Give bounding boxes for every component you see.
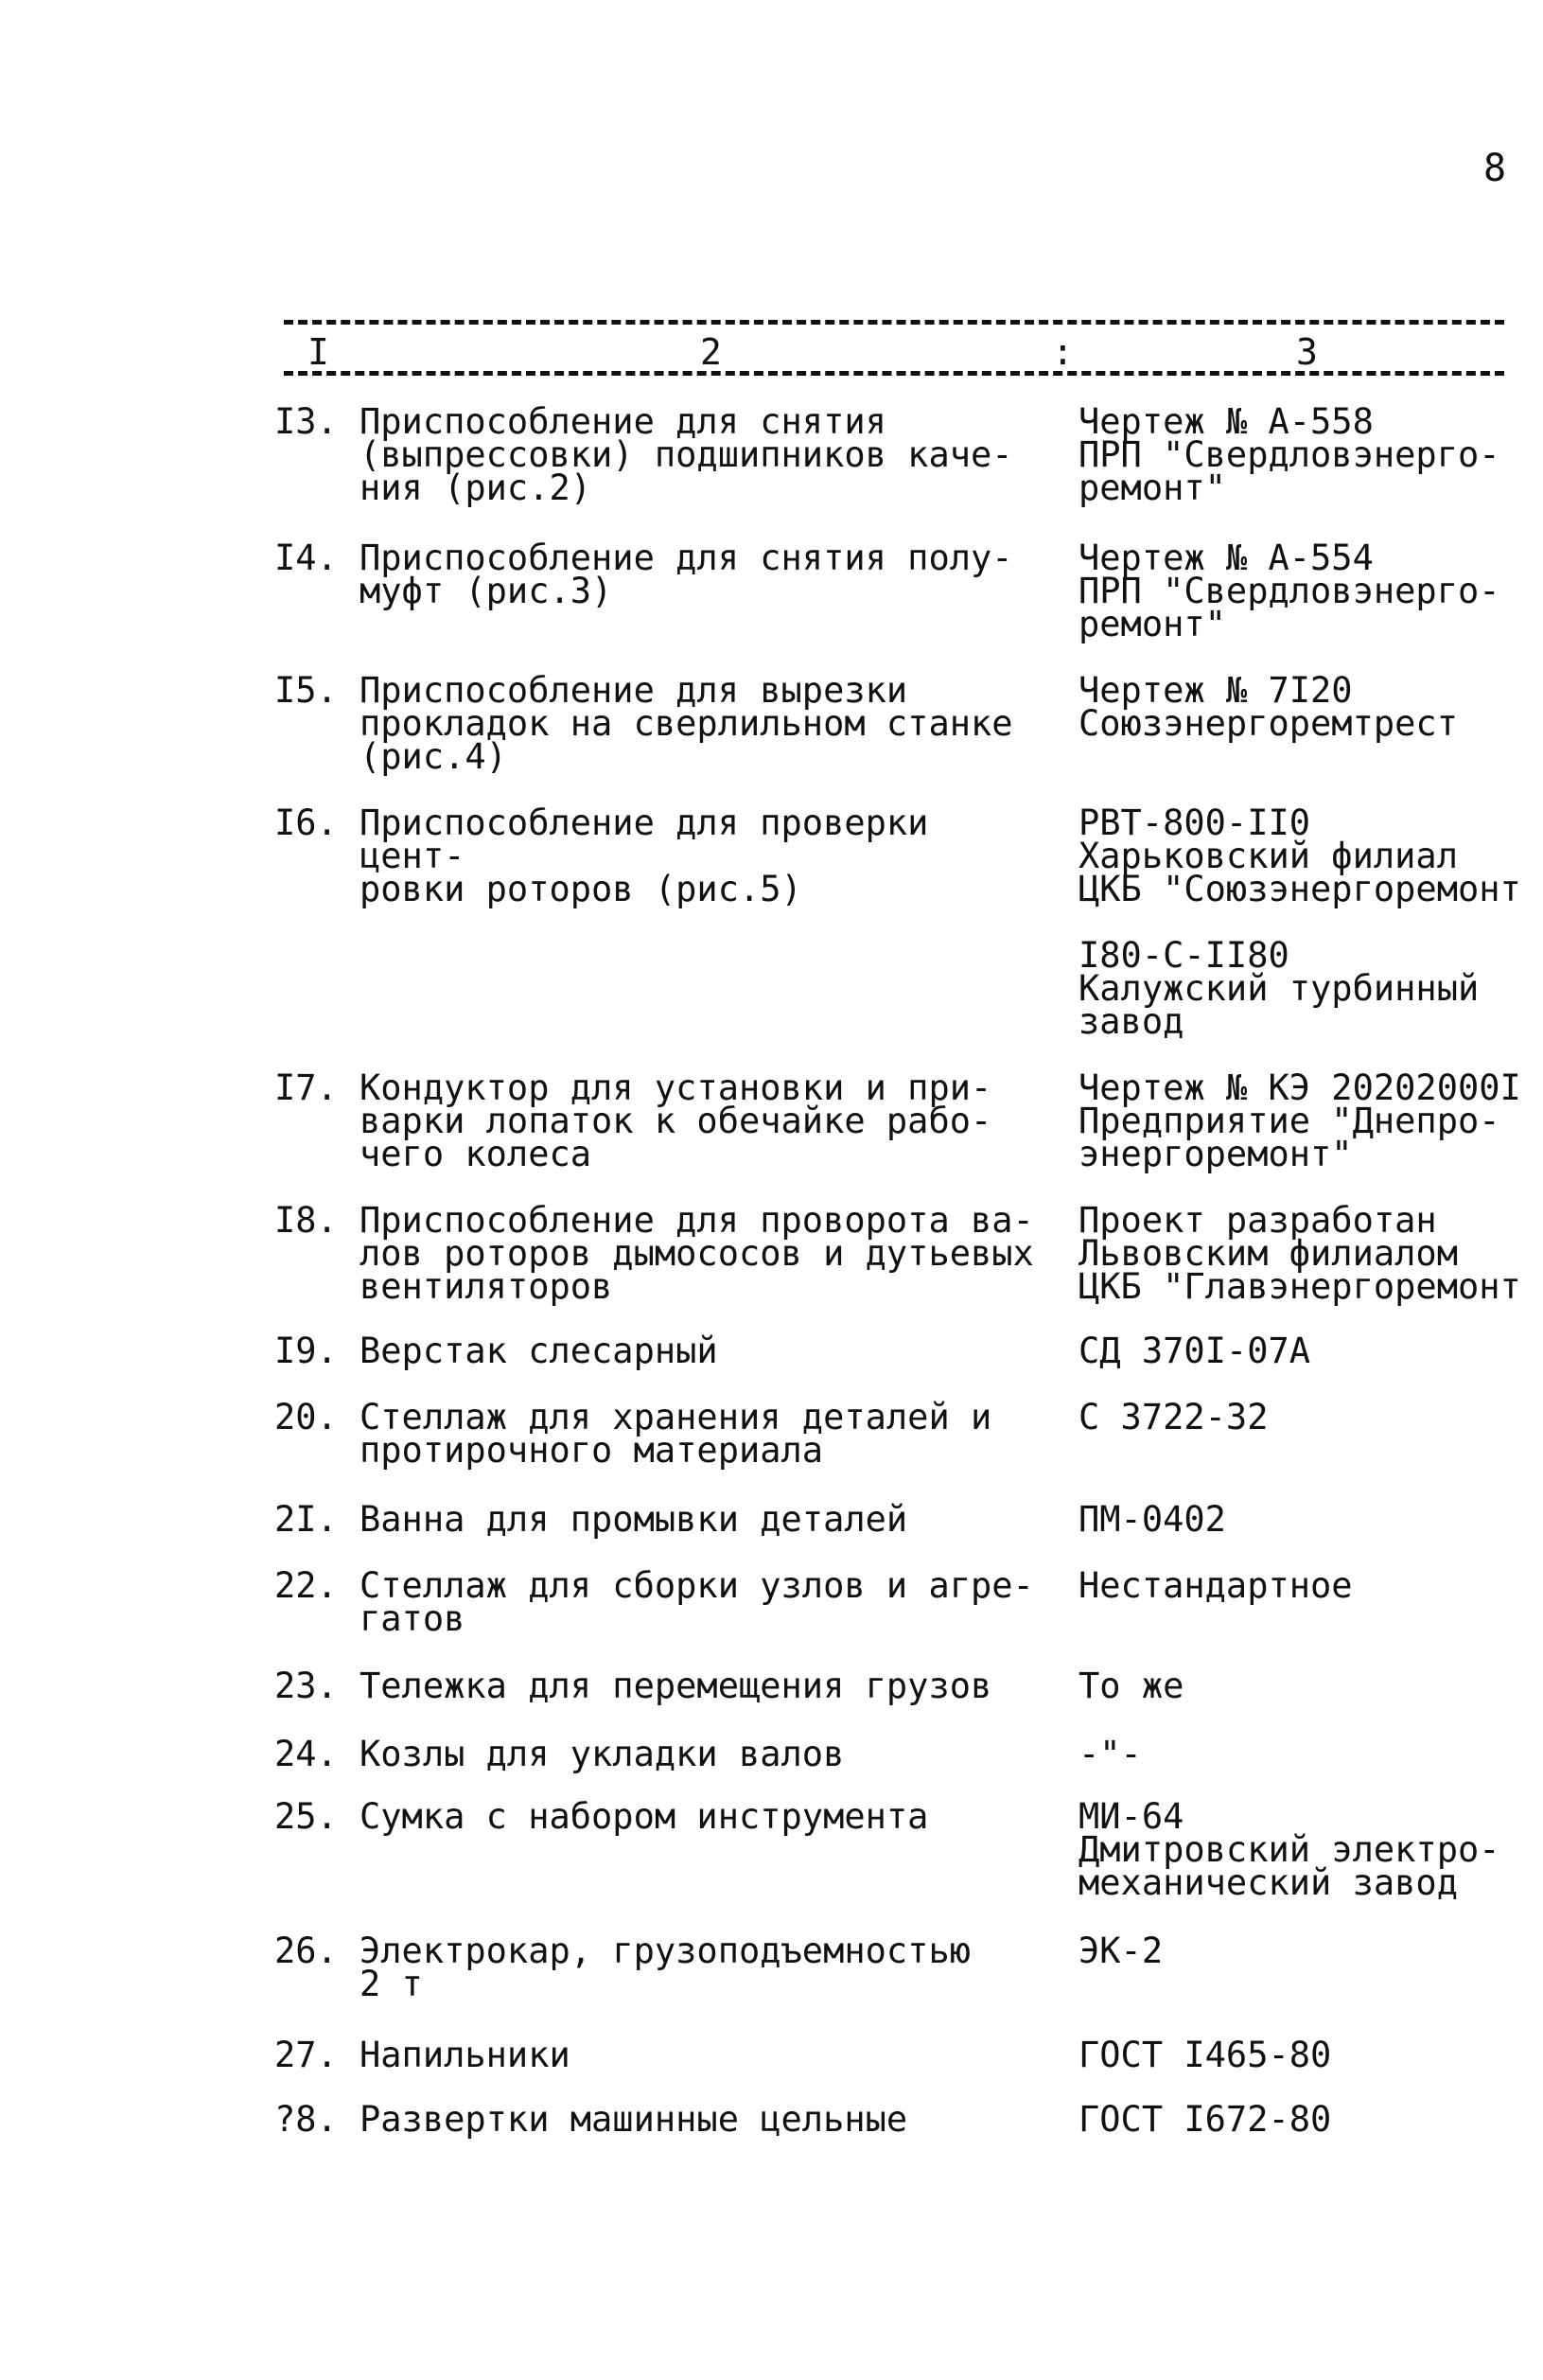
row-reference: Проект разработан Львовским филиалом ЦКБ "Главэнергоремонт	[1078, 1200, 1521, 1307]
row-reference: То же	[1078, 1666, 1184, 1706]
row-reference: ГОСТ I465-80	[1078, 2035, 1332, 2075]
row-number: I5.	[274, 670, 338, 711]
row-reference: МИ-64 Дмитровский электро- механический завод	[1078, 1796, 1500, 1903]
row-description: Кондуктор для установки и при- варки лопаток к обечайке рабо- чего колеса	[359, 1067, 992, 1174]
row-reference: Чертеж № КЭ 20202000I Предприятие "Днепро- энергоремонт"	[1078, 1067, 1521, 1174]
row-reference: РВТ-800-II0 Харьковский филиал ЦКБ "Союзэнергоремонт	[1078, 802, 1521, 909]
row-description: Верстак слесарный	[359, 1331, 718, 1371]
row-number: I6.	[274, 802, 338, 843]
table-header-rule	[284, 371, 1504, 376]
row-number: 27.	[274, 2035, 338, 2075]
row-description: Сумка с набором инструмента	[359, 1796, 929, 1837]
row-reference: -"-	[1078, 1734, 1142, 1774]
row-description: Стеллаж для хранения деталей и протирочного материала	[359, 1397, 992, 1471]
column-header-1: I	[307, 331, 329, 373]
row-number: ?8.	[274, 2099, 338, 2140]
row-number: I7.	[274, 1067, 338, 1108]
column-header-3: 3	[1296, 331, 1318, 373]
table-top-rule	[284, 320, 1504, 325]
row-number: 23.	[274, 1666, 338, 1706]
row-number: 24.	[274, 1734, 338, 1774]
row-number: 22.	[274, 1565, 338, 1606]
row-description: Стеллаж для сборки узлов и агре- гатов	[359, 1565, 1034, 1639]
column-separator: :	[1052, 331, 1074, 373]
row-description: Тележка для перемещения грузов	[359, 1666, 992, 1706]
row-number: I4.	[274, 538, 338, 578]
row-reference: Нестандартное	[1078, 1565, 1353, 1606]
row-reference: Чертеж № А-558 ПРП "Свердловэнерго- ремонт"	[1078, 401, 1500, 508]
row-number: 2I.	[274, 1499, 338, 1540]
row-description: Приспособление для снятия полу- муфт (рис.3)	[359, 538, 1013, 611]
row-description: Электрокар, грузоподъемностью 2 т	[359, 1930, 972, 2004]
row-reference: ЭК-2	[1078, 1930, 1164, 1971]
row-number: I3.	[274, 401, 338, 442]
column-header-2: 2	[700, 331, 722, 373]
page-number: 8	[1483, 147, 1507, 190]
row-description: Ванна для промывки деталей	[359, 1499, 908, 1540]
row-description: Приспособление для проверки цент- ровки роторов (рис.5)	[359, 802, 929, 909]
row-reference: ГОСТ I672-80	[1078, 2099, 1332, 2140]
row-number: 20.	[274, 1397, 338, 1437]
row-reference: Чертеж № 7I20 Союзэнергоремтрест	[1078, 670, 1458, 744]
row-number: 25.	[274, 1796, 338, 1837]
row-reference: СД 370I-07А	[1078, 1331, 1311, 1371]
row-reference: С 3722-32	[1078, 1397, 1269, 1437]
row-reference: ПМ-0402	[1078, 1499, 1226, 1540]
row-number: 26.	[274, 1930, 338, 1971]
row-reference: I80-С-II80 Калужский турбинный завод	[1078, 935, 1480, 1042]
row-description: Напильники	[359, 2035, 570, 2075]
row-description: Приспособление для вырезки прокладок на сверлильном станке (рис.4)	[359, 670, 1013, 777]
row-description: Козлы для укладки валов	[359, 1734, 845, 1774]
row-number: I9.	[274, 1331, 338, 1371]
row-description: Приспособление для снятия (выпрессовки) подшипников каче- ния (рис.2)	[359, 401, 1013, 508]
table-header	[284, 331, 1504, 373]
row-number: I8.	[274, 1200, 338, 1241]
row-reference: Чертеж № А-554 ПРП "Свердловэнерго- ремонт"	[1078, 538, 1500, 644]
row-description: Приспособление для проворота ва- лов роторов дымососов и дутьевых вентиляторов	[359, 1200, 1034, 1307]
row-description: Развертки машинные цельные	[359, 2099, 908, 2140]
